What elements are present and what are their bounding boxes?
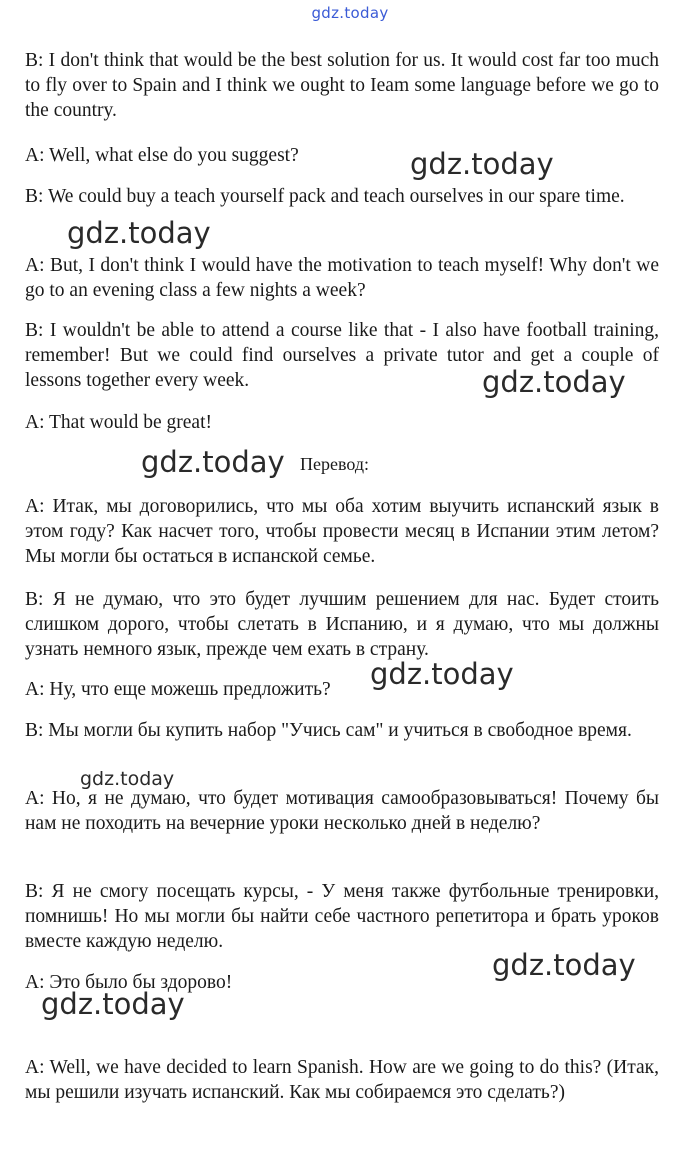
russian-line-a-great: А: Это было бы здорово!: [25, 972, 233, 993]
watermark-8: gdz.today: [41, 987, 185, 1021]
russian-line-a-agreed: А: Итак, мы договорились, что мы оба хотим выучить испанский язык в этом году? Как насчет того, чтобы провести месяц в Испании этим летом? Мы могли бы остаться в испанской семье.: [25, 496, 659, 567]
watermark-1: gdz.today: [410, 147, 554, 181]
watermark-4: gdz.today: [141, 445, 285, 479]
russian-line-a-motivation: А: Но, я не думаю, что будет мотивация самообразовываться! Почему бы нам не походить на вечерние уроки несколько дней в неделю?: [25, 788, 659, 834]
russian-line-a-suggest: А: Ну, что еще можешь предложить?: [25, 679, 331, 700]
russian-line-b-solution: В: Я не думаю, что это будет лучшим решением для нас. Будет стоить слишком дорого, чтобы слетать в Испанию, и я думаю, что мы должны узнать немного язык, прежде чем ехать в страну.: [25, 589, 659, 660]
watermark-6-small: gdz.today: [80, 768, 175, 790]
watermark-5: gdz.today: [370, 657, 514, 691]
header-watermark: gdz.today: [311, 4, 389, 22]
english-line-a-motivation: A: But, I don't think I would have the motivation to teach myself! Why don't we go to an evening class a few nights a week?: [25, 255, 659, 301]
russian-line-b-tutor: В: Я не смогу посещать курсы, - У меня также футбольные тренировки, помнишь! Но мы могли бы найти себе частного репетитора и брать уроков вместе каждую неделю.: [25, 881, 659, 952]
russian-line-b-pack: В: Мы могли бы купить набор "Учись сам" и учиться в свободное время.: [25, 720, 632, 741]
english-line-b-tutor: B: I wouldn't be able to attend a course like that - I also have football training, remember! But we could find ourselves a private tutor and get a couple of lessons together every week.: [25, 320, 659, 391]
english-line-a-suggest: A: Well, what else do you suggest?: [25, 145, 299, 166]
watermark-2: gdz.today: [67, 216, 211, 250]
watermark-7: gdz.today: [492, 948, 636, 982]
english-line-a-great: A: That would be great!: [25, 412, 213, 433]
translation-heading: Перевод:: [300, 454, 369, 474]
english-line-b-solution: B: I don't think that would be the best solution for us. It would cost far too much to fly over to Spain and I think we ought to Ieam some language before we go to the country.: [25, 50, 659, 121]
final-line-decided: A: Well, we have decided to learn Spanish. How are we going to do this? (Итак, мы решили изучать испанский. Как мы собираемся это сделать?): [25, 1057, 659, 1103]
watermark-3: gdz.today: [482, 365, 626, 399]
english-line-b-teach-pack: B: We could buy a teach yourself pack and teach ourselves in our spare time.: [25, 186, 625, 207]
